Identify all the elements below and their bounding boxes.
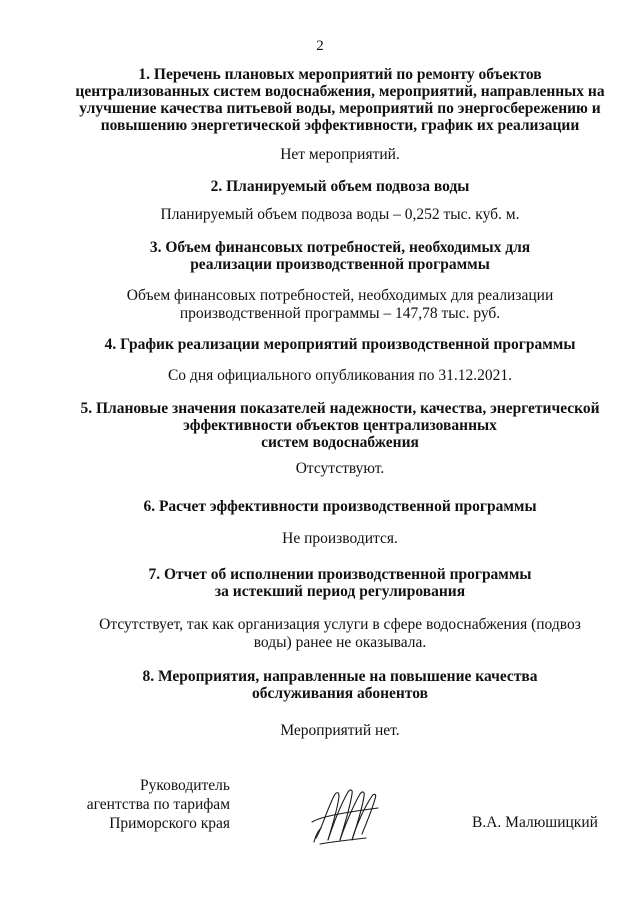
section-6-heading: 6. Расчет эффективности производственной программы (143, 498, 537, 515)
section-7-heading: 7. Отчет об исполнении производственной программы за истекший период регулирования (148, 566, 532, 600)
section-8-heading: 8. Мероприятия, направленные на повышение качества обслуживания абонентов (142, 668, 538, 702)
signatory-position: Руководитель агентства по тарифам Приморского края (86, 777, 230, 832)
section-7-body: Отсутствует, так как организация услуги в сфере водоснабжения (подвоз воды) ранее не оказывала. (99, 616, 581, 651)
section-4-heading: 4. График реализации мероприятий производственной программы (104, 336, 576, 353)
signatory-name: В.А. Малюшицкий (472, 814, 598, 831)
section-3-body: Объем финансовых потребностей, необходимых для реализации производственной программы – 147,78 тыс. руб. (126, 287, 554, 322)
handwritten-signature (308, 782, 388, 848)
section-5-body: Отсутствуют. (295, 460, 385, 477)
section-1-heading: 1. Перечень плановых мероприятий по ремонту объектов централизованных систем водоснабжения, мероприятий, направленных на улучшение качества питьевой воды, мероприятий по энергосбережению и повышению энергетической эффективности, график их реализации (75, 66, 605, 134)
section-3-heading: 3. Объем финансовых потребностей, необходимых для реализации производственной программы (149, 239, 531, 273)
section-6-body: Не производится. (282, 530, 398, 547)
page-number: 2 (316, 38, 324, 54)
section-5-heading: 5. Плановые значения показателей надежности, качества, энергетической эффективности объектов централизованных систем водоснабжения (80, 400, 600, 451)
section-4-body: Со дня официального опубликования по 31.12.2021. (167, 367, 513, 384)
section-2-body: Планируемый объем подвоза воды – 0,252 тыс. куб. м. (160, 206, 520, 223)
section-2-heading: 2. Планируемый объем подвоза воды (210, 178, 470, 195)
section-8-body: Мероприятий нет. (280, 722, 400, 739)
section-1-body: Нет мероприятий. (280, 146, 400, 163)
